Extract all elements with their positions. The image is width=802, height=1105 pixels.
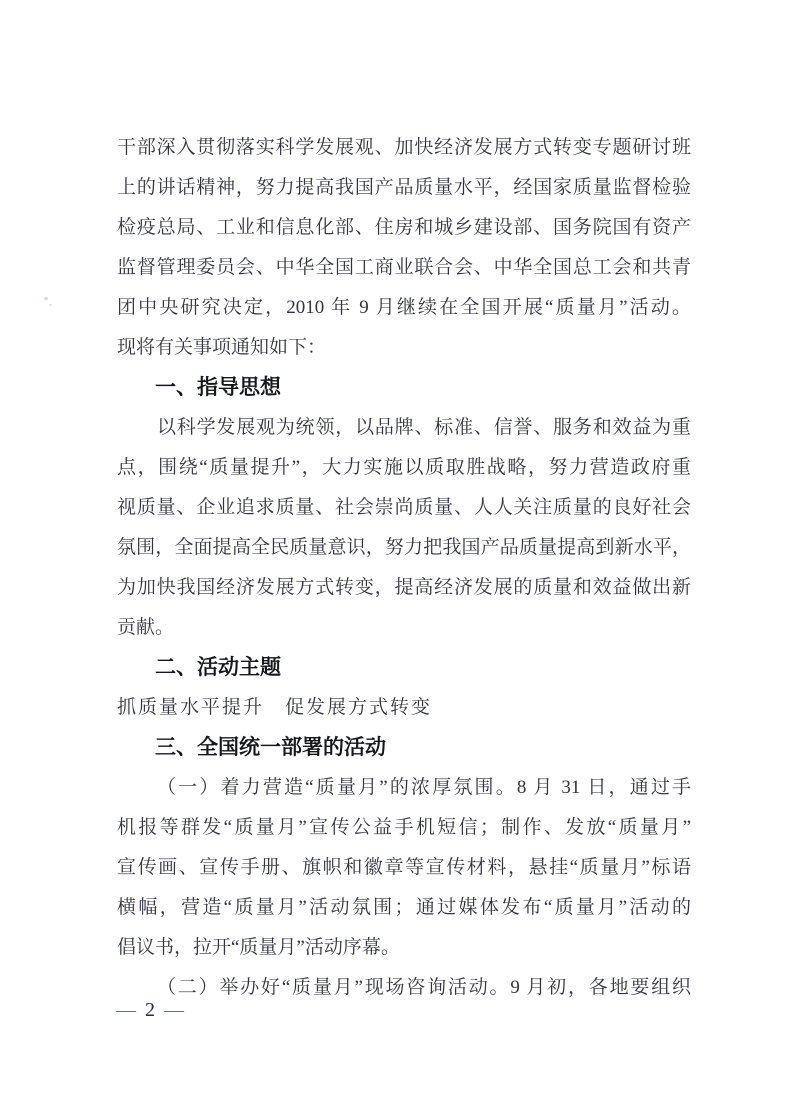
body-line: （二）举办好“质量月”现场咨询活动。9 月初，各地要组织 xyxy=(157,977,691,998)
body-line: 以科学发展观为统领，以品牌、标准、信誉、服务和效益为重 xyxy=(157,417,691,438)
intro-line: 检疫总局、工业和信息化部、住房和城乡建设部、国务院国有资产 xyxy=(117,217,691,238)
section-heading-activity-theme: 二、活动主题 xyxy=(155,656,281,679)
intro-line: 干部深入贯彻落实科学发展观、加快经济发展方式转变专题研讨班 xyxy=(117,137,691,158)
body-line: （一）着力营造“质量月”的浓厚氛围。8 月 31 日，通过手 xyxy=(157,777,691,798)
page-footer xyxy=(116,998,184,1022)
body-line: 倡议书，拉开“质量月”活动序幕。 xyxy=(117,937,400,958)
body-line: 视质量、企业追求质量、社会崇尚质量、人人关注质量的良好社会 xyxy=(117,497,691,518)
footer-dash-left: — xyxy=(116,999,136,1021)
intro-line: 上的讲话精神，努力提高我国产品质量水平，经国家质量监督检验 xyxy=(117,177,691,198)
body-line: 为加快我国经济发展方式转变，提高经济发展的质量和效益做出新 xyxy=(117,577,691,598)
footer-dash-right: — xyxy=(164,999,184,1021)
body-line: 点，围绕“质量提升”，大力实施以质取胜战略，努力营造政府重 xyxy=(117,457,691,478)
document-body xyxy=(117,128,691,1008)
body-line: 贡献。 xyxy=(117,617,175,638)
section-heading-national-activities: 三、全国统一部署的活动 xyxy=(155,736,386,759)
body-line: 机报等群发“质量月”宣传公益手机短信；制作、发放“质量月” xyxy=(117,817,691,838)
theme-line: 抓质量水平提升 促发展方式转变 xyxy=(117,697,433,718)
intro-line: 现将有关事项通知如下： xyxy=(117,337,327,358)
intro-line: 监督管理委员会、中华全国工商业联合会、中华全国总工会和共青 xyxy=(117,257,691,278)
page-number: 2 xyxy=(145,999,155,1021)
body-line: 横幅，营造“质量月”活动氛围；通过媒体发布“质量月”活动的 xyxy=(117,897,691,918)
section-heading-guiding-ideology: 一、指导思想 xyxy=(155,376,281,399)
scan-noise-speck xyxy=(44,297,48,300)
body-line: 氛围，全面提高全民质量意识，努力把我国产品质量提高到新水平， xyxy=(117,537,691,558)
intro-line: 团中央研究决定，2010 年 9 月继续在全国开展“质量月”活动。 xyxy=(117,297,691,318)
scan-noise-speck xyxy=(49,304,52,306)
body-line: 宣传画、宣传手册、旗帜和徽章等宣传材料，悬挂“质量月”标语 xyxy=(117,857,691,878)
